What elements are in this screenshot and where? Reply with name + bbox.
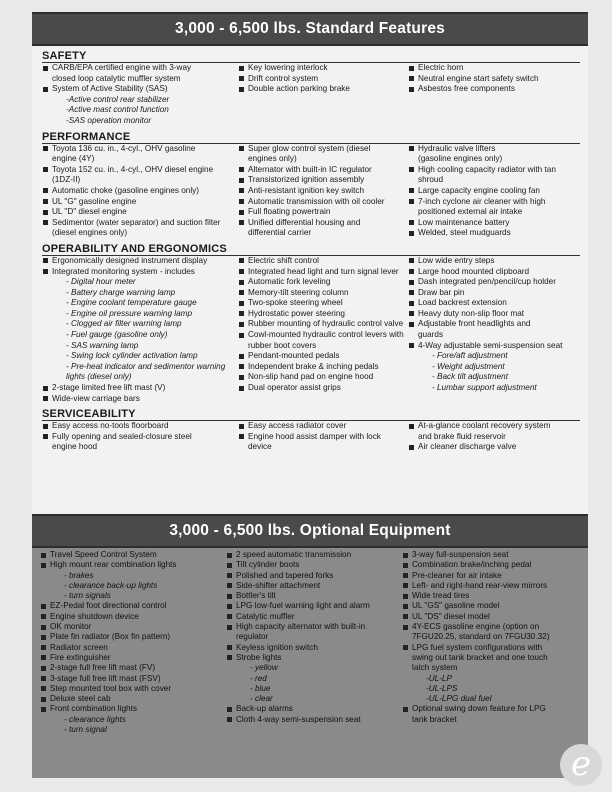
feature-item: Travel Speed Control System — [40, 550, 226, 560]
feature-item: 7-inch cyclone air cleaner with high — [408, 197, 580, 208]
feature-item: 2-stage limited free lift mast (V) — [42, 383, 238, 394]
feature-item: 2-stage full free lift mast (FV) — [40, 663, 226, 673]
feature-item: Low wide entry steps — [408, 256, 580, 267]
feature-item: 3-way full-suspension seat — [402, 550, 582, 560]
feature-item: Full floating powertrain — [238, 207, 408, 218]
feature-item: (diesel engines only) — [52, 228, 128, 238]
spec-sheet — [32, 12, 588, 778]
feature-sub-item: -Active mast control function — [66, 105, 169, 115]
feature-sub-item: - Clogged air filter warning lamp — [66, 319, 182, 329]
feature-sub-item: - Back tilt adjustment — [432, 372, 508, 382]
feature-item: differential carrier — [248, 228, 312, 238]
feature-sub-item: - Engine oil pressure warning lamp — [66, 308, 193, 318]
feature-item: Easy access radiator cover — [238, 421, 408, 432]
feature-item: Automatic transmission with oil cooler — [238, 197, 408, 208]
column-2 — [238, 421, 408, 453]
feature-item: Dual operator assist grips — [238, 383, 408, 394]
feature-item: High capacity alternator with built-in — [226, 622, 402, 632]
feature-item: Automatic fork leveling — [238, 277, 408, 288]
column-3 — [402, 550, 582, 735]
feature-item: Drift control system — [238, 74, 408, 85]
feature-sub-item: - Fore/aft adjustment — [432, 351, 508, 361]
feature-item: Optional swing down feature for LPG — [402, 704, 582, 714]
feature-item: Draw bar pin — [408, 288, 580, 299]
feature-item: and brake fluid reservoir — [418, 431, 506, 441]
feature-item: Engine shutdown device — [40, 612, 226, 622]
feature-item: shroud — [418, 175, 444, 185]
feature-item: UL "GS" gasoline model — [402, 601, 582, 611]
feature-item: 3-stage full free lift mast (FSV) — [40, 674, 226, 684]
column-1 — [40, 550, 226, 735]
column-1 — [42, 144, 238, 239]
section-safety — [32, 50, 588, 127]
feature-item: Fully opening and sealed-closure steel — [42, 432, 238, 443]
feature-item: Wide-view carriage bars — [42, 394, 238, 405]
feature-item: Super glow control system (diesel — [238, 144, 408, 155]
feature-item: Adjustable front headlights and — [408, 319, 580, 330]
feature-item: High mount rear combination lights — [40, 560, 226, 570]
feature-item: Side-shifter attachment — [226, 581, 402, 591]
feature-item: latch system — [412, 663, 458, 673]
feature-item: Dash integrated pen/pencil/cup holder — [408, 277, 580, 288]
feature-item: Pre-cleaner for air intake — [402, 571, 582, 581]
feature-sub-item: -SAS operation monitor — [66, 115, 152, 125]
column-2 — [226, 550, 402, 735]
feature-item: Keyless ignition switch — [226, 643, 402, 653]
feature-item: Independent brake & inching pedals — [238, 362, 408, 373]
section-title: OPERABILITY AND ERGONOMICS — [42, 243, 580, 256]
feature-item: UL "G" gasoline engine — [42, 197, 238, 208]
feature-sub-item: - turn signals — [64, 591, 111, 601]
optional-equipment-panel — [32, 514, 588, 778]
column-2 — [238, 256, 408, 404]
watermark-logo-icon: e — [560, 744, 602, 786]
feature-item: Wide tread tires — [402, 591, 582, 601]
feature-item: Electric horn — [408, 63, 580, 74]
feature-item: engine (4Y) — [52, 154, 95, 164]
column-1 — [42, 421, 238, 453]
column-1 — [42, 63, 238, 127]
feature-item: tank bracket — [412, 714, 457, 724]
feature-item: regulator — [236, 632, 269, 642]
feature-item: System of Active Stability (SAS) — [42, 84, 238, 95]
feature-item: (gasoline engines only) — [418, 154, 503, 164]
column-2 — [238, 144, 408, 239]
feature-item: 7FGU20.25, standard on 7FGU30.32) — [412, 632, 550, 642]
feature-item: Large capacity engine cooling fan — [408, 186, 580, 197]
feature-item: Deluxe steel cab — [40, 694, 226, 704]
feature-item: Front combination lights — [40, 704, 226, 714]
feature-sub-item: - Engine coolant temperature gauge — [66, 298, 197, 308]
feature-item: Hydrostatic power steering — [238, 309, 408, 320]
section-serviceability — [32, 408, 588, 453]
feature-sub-item: -UL-LP — [426, 673, 452, 683]
feature-item: positioned external air intake — [418, 207, 523, 217]
feature-item: Left- and right-hand rear-view mirrors — [402, 581, 582, 591]
section-operability — [32, 243, 588, 404]
feature-item: guards — [418, 330, 444, 340]
column-1 — [42, 256, 238, 404]
feature-sub-item: - clearance lights — [64, 714, 126, 724]
feature-sub-item: - yellow — [250, 663, 278, 673]
feature-item: Asbestos free components — [408, 84, 580, 95]
feature-sub-item: - Weight adjustment — [432, 361, 505, 371]
feature-item: Polished and tapered forks — [226, 571, 402, 581]
feature-sub-item: - clear — [250, 694, 273, 704]
feature-item: Load backrest extension — [408, 298, 580, 309]
feature-sub-item: - SAS warning lamp — [66, 340, 139, 350]
feature-item: Engine hood assist damper with lock — [238, 432, 408, 443]
feature-item: (1DZ-II) — [52, 175, 81, 185]
feature-item: Memory-tilt steering column — [238, 288, 408, 299]
feature-item: UL "D" diesel engine — [42, 207, 238, 218]
feature-item: 4-Way adjustable semi-suspension seat — [408, 341, 580, 352]
feature-item: Pendant-mounted pedals — [238, 351, 408, 362]
feature-item: Heavy duty non-slip floor mat — [408, 309, 580, 320]
feature-item: Toyota 152 cu. in., 4-cyl., OHV diesel engine — [42, 165, 238, 176]
feature-item: Easy access no-tools floorboard — [42, 421, 238, 432]
column-3 — [408, 421, 580, 453]
feature-sub-item: -Active control rear stabilizer — [66, 94, 170, 104]
feature-item: Integrated monitoring system - includes — [42, 267, 238, 278]
optional-equipment-banner: 3,000 - 6,500 lbs. Optional Equipment — [32, 514, 588, 548]
column-3 — [408, 63, 580, 127]
feature-sub-item: - clearance back-up lights — [64, 580, 158, 590]
section-performance — [32, 131, 588, 239]
feature-item: Cowl-mounted hydraulic control levers with — [238, 330, 408, 341]
feature-item: Electric shift control — [238, 256, 408, 267]
section-title: SERVICEABILITY — [42, 408, 580, 421]
feature-sub-item: - Swing lock cylinder activation lamp — [66, 351, 198, 361]
feature-sub-item: - Pre-heat indicator and sedimentor warning — [66, 361, 226, 371]
feature-item: Sedimentor (water separator) and suction filter — [42, 218, 238, 229]
feature-sub-item: - Lumbar support adjustment — [432, 383, 537, 393]
feature-item: Low maintenance battery — [408, 218, 580, 229]
column-2 — [238, 63, 408, 127]
feature-sub-item: - Battery charge warning lamp — [66, 287, 176, 297]
feature-sub-item: -UL-LPG dual fuel — [426, 694, 492, 704]
feature-sub-item: -UL-LPS — [426, 683, 458, 693]
feature-sub-item: - Fuel gauge (gasoline only) — [66, 330, 168, 340]
feature-item: Air cleaner discharge valve — [408, 442, 580, 453]
feature-item: LPG low-fuel warning light and alarm — [226, 601, 402, 611]
feature-item: Catalytic muffler — [226, 612, 402, 622]
feature-item: Unified differential housing and — [238, 218, 408, 229]
feature-item: UL "DS" diesel model — [402, 612, 582, 622]
feature-item: Hydraulic valve lifters — [408, 144, 580, 155]
feature-item: engines only) — [248, 154, 297, 164]
feature-sub-item: - blue — [250, 683, 271, 693]
feature-item: Radiator screen — [40, 643, 226, 653]
feature-item: Strobe lights — [226, 653, 402, 663]
feature-sub-item: - brakes — [64, 570, 94, 580]
feature-item: 4Y-ECS gasoline engine (option on — [402, 622, 582, 632]
feature-item: Cloth 4-way semi-suspension seat — [226, 715, 402, 725]
feature-item: Toyota 136 cu. in., 4-cyl., OHV gasoline — [42, 144, 238, 155]
feature-item: High cooling capacity radiator with tan — [408, 165, 580, 176]
feature-sub-item: - turn signal — [64, 725, 107, 735]
feature-item: Tilt cylinder boots — [226, 560, 402, 570]
feature-item: At-a-glance coolant recovery system — [408, 421, 580, 432]
feature-item: rubber boot covers — [248, 340, 317, 350]
section-title: PERFORMANCE — [42, 131, 580, 144]
feature-item: Key lowering interlock — [238, 63, 408, 74]
feature-item: Rubber mounting of hydraulic control valve — [238, 319, 408, 330]
feature-item: closed loop catalytic muffler system — [52, 73, 181, 83]
feature-item: OK monitor — [40, 622, 226, 632]
feature-item: CARB/EPA certified engine with 3-way — [42, 63, 238, 74]
section-title: SAFETY — [42, 50, 580, 63]
feature-item: Large hood mounted clipboard — [408, 267, 580, 278]
feature-item: Plate fin radiator (Box fin pattern) — [40, 632, 226, 642]
feature-sub-item: lights (diesel only) — [66, 372, 132, 382]
feature-item: Transistorized ignition assembly — [238, 175, 408, 186]
feature-item: device — [248, 442, 272, 452]
feature-item: Non-slip hand pad on engine hood — [238, 372, 408, 383]
feature-sub-item: - red — [250, 673, 267, 683]
feature-item: Alternator with built-in IC regulator — [238, 165, 408, 176]
feature-item: Combination brake/inching pedal — [402, 560, 582, 570]
feature-item: Fire extinguisher — [40, 653, 226, 663]
feature-item: Automatic choke (gasoline engines only) — [42, 186, 238, 197]
feature-item: Ergonomically designed instrument display — [42, 256, 238, 267]
column-3 — [408, 256, 580, 404]
feature-item: Bottler's tilt — [226, 591, 402, 601]
feature-item: Anti-resistant ignition key switch — [238, 186, 408, 197]
feature-sub-item: - Digital hour meter — [66, 277, 136, 287]
feature-item: Neutral engine start safety switch — [408, 74, 580, 85]
feature-item: Integrated head light and turn signal lever — [238, 267, 408, 278]
feature-item: Step mounted tool box with cover — [40, 684, 226, 694]
feature-item: swing out tank bracket and one touch — [412, 652, 548, 662]
feature-item: Back-up alarms — [226, 704, 402, 714]
feature-item: Two-spoke steering wheel — [238, 298, 408, 309]
feature-item: LPG fuel system configurations with — [402, 643, 582, 653]
feature-item: 2 speed automatic transmission — [226, 550, 402, 560]
feature-item: Double action parking brake — [238, 84, 408, 95]
feature-item: Welded, steel mudguards — [408, 228, 580, 239]
feature-item: engine hood — [52, 442, 98, 452]
feature-item: EZ-Pedal foot directional control — [40, 601, 226, 611]
standard-features-banner: 3,000 - 6,500 lbs. Standard Features — [32, 12, 588, 46]
column-3 — [408, 144, 580, 239]
